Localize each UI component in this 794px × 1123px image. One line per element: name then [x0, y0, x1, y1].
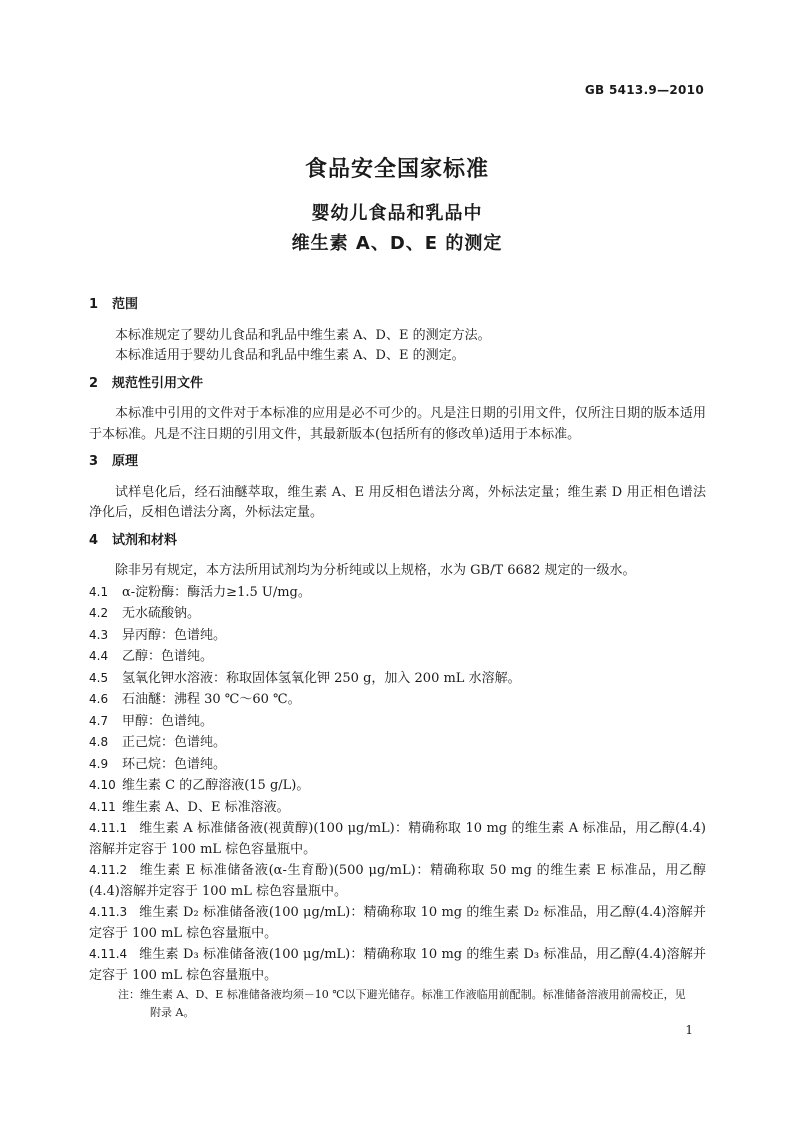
list-item: 4.11.3 维生素 D₂ 标准储备液(100 μg/mL)：精确称取 10 mg 的维生素 D₂ 标准品，用乙醇(4.4)溶解并定容于 100 mL 棕色容量瓶中。	[89, 905, 706, 941]
paragraph: 本标准规定了婴幼儿食品和乳品中维生素 A、D、E 的测定方法。	[115, 327, 491, 343]
document-title: 食品安全国家标准	[304, 157, 489, 182]
document-body	[89, 295, 706, 986]
list-item: 4.3 异丙醇：色谱纯。	[89, 627, 227, 643]
list-item: 4.1 α-淀粉酶：酶活力≥1.5 U/mg。	[89, 584, 311, 600]
standard-code: GB 5413.9—2010	[584, 83, 704, 97]
list-item: 4.8 正己烷：色谱纯。	[89, 735, 227, 750]
list-item: 4.4 乙醇：色谱纯。	[89, 649, 214, 664]
list-item: 4.7 甲醇：色谱纯。	[89, 713, 214, 729]
list-item: 4.5 氢氧化钾水溶液：称取固体氢氧化钾 250 g，加入 200 mL 水溶解。	[89, 670, 521, 686]
section-heading-principle: 3 原理	[89, 454, 139, 469]
document-subtitle-line2: 维生素 A、D、E 的测定	[291, 233, 503, 254]
paragraph: 除非另有规定，本方法所用试剂均为分析纯或以上规格，水为 GB/T 6682 规定的一级水。	[115, 563, 636, 578]
footnote-line: 附录 A。	[150, 1006, 195, 1019]
section-heading-reagents: 4 试剂和材料	[89, 532, 178, 548]
list-item: 4.11 维生素 A、D、E 标准溶液。	[89, 799, 290, 815]
list-item: 4.10 维生素 C 的乙醇溶液(15 g/L)。	[89, 778, 310, 793]
list-item: 4.11.1 维生素 A 标准储备液(视黄醇)(100 μg/mL)：精确称取 10 mg 的维生素 A 标准品，用乙醇(4.4)溶解并定容于 100 mL 棕色容量瓶中。	[89, 821, 706, 857]
paragraph: 本标准适用于婴幼儿食品和乳品中维生素 A、D、E 的测定。	[115, 348, 465, 363]
section-heading-normative-references: 2 规范性引用文件	[89, 375, 204, 391]
list-item: 4.11.4 维生素 D₃ 标准储备液(100 μg/mL)：精确称取 10 mg 的维生素 D₃ 标准品，用乙醇(4.4)溶解并定容于 100 mL 棕色容量瓶中。	[89, 947, 706, 983]
paragraph: 本标准中引用的文件对于本标准的应用是必不可少的。凡是注日期的引用文件，仅所注日期的版本适用于本标准。凡是不注日期的引用文件，其最新版本(包括所有的修改单)适用于本标准。	[89, 406, 706, 442]
section-heading-scope: 1 范围	[89, 297, 139, 312]
list-item: 4.11.2 维生素 E 标准储备液(α-生育酚)(500 μg/mL)：精确称取 50 mg 的维生素 E 标准品，用乙醇(4.4)溶解并定容于 100 mL 棕色容量瓶中。	[89, 863, 706, 899]
list-item: 4.2 无水硫酸钠。	[89, 606, 201, 621]
document-subtitle-line1: 婴幼儿食品和乳品中	[311, 203, 483, 224]
footnote	[118, 986, 708, 1022]
paragraph: 试样皂化后，经石油醚萃取，维生素 A、E 用反相色谱法分离，外标法定量；维生素 D 用正相色谱法净化后，反相色谱法分离，外标法定量。	[89, 484, 706, 520]
footnote-line: 注：维生素 A、D、E 标准储备液均须－10 ℃以下避光储存。标准工作液临用前配制。标准储备溶液用前需校正，见	[118, 988, 686, 1001]
list-item: 4.6 石油醚：沸程 30 ℃～60 ℃。	[89, 692, 301, 707]
page-number: 1	[685, 1023, 693, 1037]
list-item: 4.9 环己烷：色谱纯。	[89, 756, 227, 772]
